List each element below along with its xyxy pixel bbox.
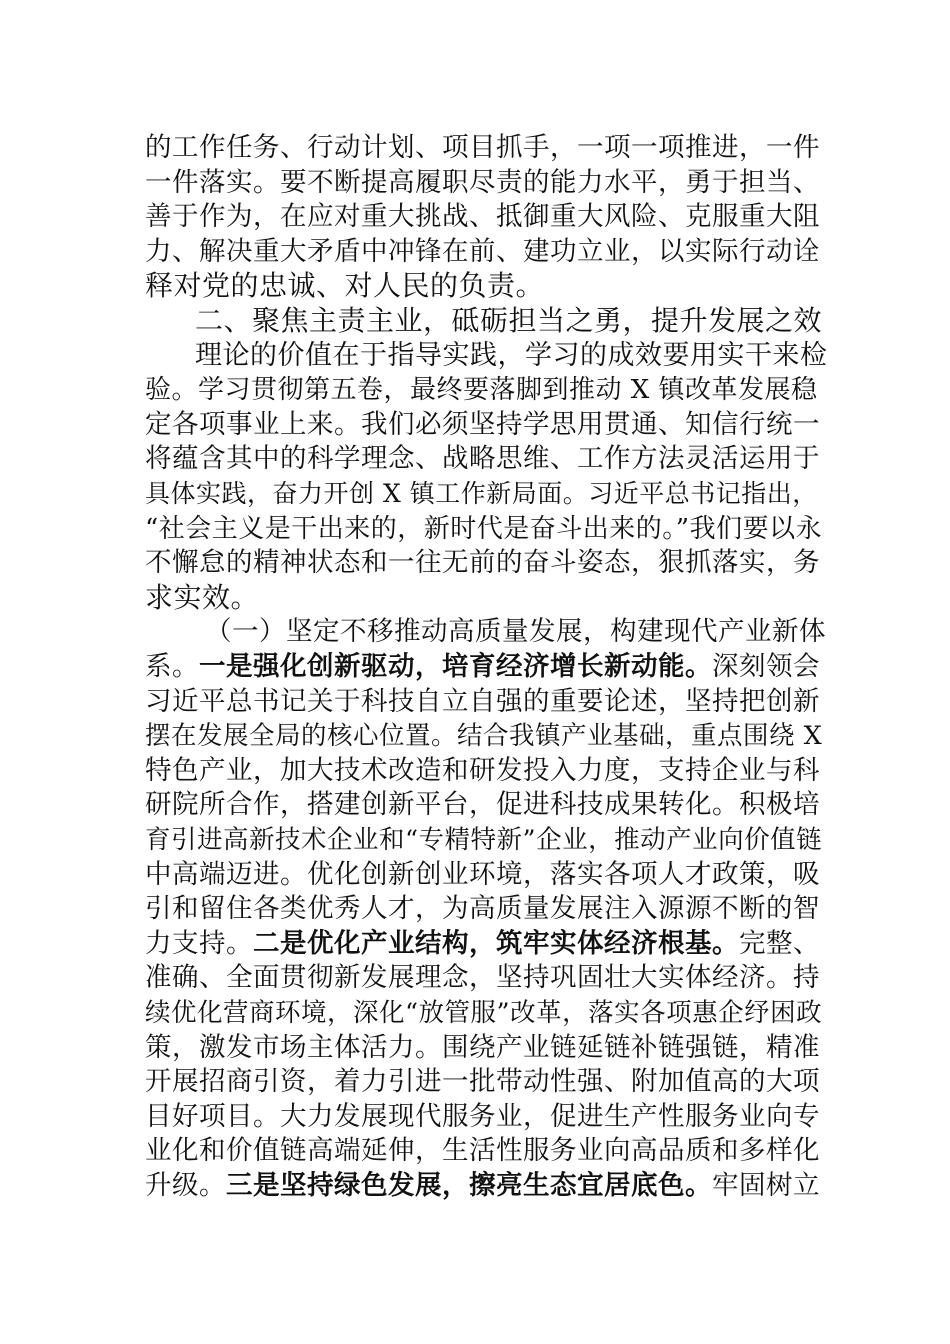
text-segment: 善于作为，在应对重大挑战、抵御重大风险、克服重大阻 xyxy=(145,201,820,233)
text-segment: 业化和价值链高端延伸，生活性服务业向高品质和多样化 xyxy=(145,1135,820,1167)
text-segment: 准确、全面贯彻新发展理念，坚持巩固壮大实体经济。持 xyxy=(145,962,820,994)
text-line xyxy=(145,581,259,615)
text-segment: 育引进高新技术企业和“专精特新”企业，推动产业向价值链 xyxy=(145,825,823,855)
text-line xyxy=(195,304,822,338)
text-segment: 续优化营商环境，深化“放管服”改革，落实各项惠企纾困政 xyxy=(145,998,823,1028)
text-segment: 习近平总书记关于科技自立自强的重要论述，坚持把创新 xyxy=(145,685,820,717)
text-line xyxy=(145,823,822,857)
text-segment: 系。 xyxy=(145,651,199,682)
text-segment: 完整、 xyxy=(739,927,820,959)
text-line xyxy=(145,650,820,684)
text-line xyxy=(145,512,822,546)
text-segment: 二、聚焦主责主业，砥砺担当之勇，提升发展之效 xyxy=(195,304,823,337)
text-segment: 的工作任务、行动计划、项目抓手，一项一项推进，一件 xyxy=(145,132,820,163)
text-segment: 一件落实。要不断提高履职尽责的能力水平，勇于担当、 xyxy=(145,166,820,198)
text-line xyxy=(145,269,544,303)
text-line xyxy=(145,892,820,926)
text-segment: “社会主义是干出来的，新时代是奋斗出来的。”我们要以永 xyxy=(145,513,823,544)
text-segment: 升级。 xyxy=(145,1170,226,1201)
text-line xyxy=(145,858,820,892)
text-segment: 不懈怠的精神状态和一往无前的奋斗姿态，狠抓落实，务 xyxy=(145,547,820,579)
text-segment: 具体实践，奋力开创 X 镇工作新局面。习近平总书记指出， xyxy=(145,479,818,508)
text-segment: 将蕴含其中的科学理念、战略思维、工作方法灵活运用于 xyxy=(145,443,820,475)
text-segment: 释对党的忠诚、对人民的负责。 xyxy=(145,269,545,303)
text-segment: 深刻领会 xyxy=(712,651,820,682)
text-segment: 特色产业，加大技术改造和研发投入力度，支持企业与科 xyxy=(145,754,820,786)
text-segment: 策，激发市场主体活力。围绕产业链延链补链强链，精准 xyxy=(145,1031,820,1063)
text-line xyxy=(145,996,822,1030)
text-segment: 开展招商引资，着力引进一批带动性强、附加值高的大项 xyxy=(145,1066,820,1098)
text-line xyxy=(145,1134,820,1168)
text-segment: （一）坚定不移推动高质量发展，构建现代产业新体 xyxy=(205,616,826,648)
bold-phrase: 一是强化创新驱动，培育经济增长新动能。 xyxy=(199,651,712,682)
text-segment: 牢固树立 xyxy=(712,1170,820,1201)
text-line xyxy=(145,373,818,407)
text-segment: 引和留住各类优秀人才，为高质量发展注入源源不断的智 xyxy=(145,893,820,925)
text-line xyxy=(145,754,820,788)
text-segment: 验。学习贯彻第五卷，最终要落脚到推动 X 镇改革发展稳 xyxy=(145,375,818,406)
text-segment: 研院所合作，搭建创新平台，促进科技成果转化。积极培 xyxy=(145,789,820,821)
text-segment: 力、解决重大矛盾中冲锋在前、建功立业，以实际行动诠 xyxy=(145,235,820,267)
text-segment: 求实效。 xyxy=(145,580,260,614)
text-line xyxy=(145,1169,820,1203)
text-line xyxy=(145,927,820,961)
text-line xyxy=(145,131,820,165)
text-segment: 力支持。 xyxy=(145,927,253,959)
text-line xyxy=(145,477,818,511)
text-segment: 目好项目。大力发展现代服务业，促进生产性服务业向专 xyxy=(145,1100,820,1132)
text-segment: 定各项事业上来。我们必须坚持学思用贯通、知信行统一 xyxy=(145,408,820,440)
text-line xyxy=(145,442,820,476)
text-segment: 中高端迈进。优化创新创业环境，落实各项人才政策，吸 xyxy=(145,858,820,890)
text-line xyxy=(145,961,820,995)
text-line xyxy=(195,339,828,373)
text-line xyxy=(145,200,820,234)
bold-phrase: 三是坚持绿色发展，擦亮生态宜居底色。 xyxy=(226,1170,712,1201)
text-line xyxy=(145,166,820,200)
text-line xyxy=(145,235,820,269)
text-segment: 理论的价值在于指导实践，学习的成效要用实干来检 xyxy=(195,339,828,371)
text-segment: 摆在发展全局的核心位置。结合我镇产业基础，重点围绕 X xyxy=(145,721,823,752)
text-line xyxy=(145,719,822,753)
text-line xyxy=(145,1031,820,1065)
text-line xyxy=(145,685,820,719)
text-line xyxy=(145,1100,820,1134)
text-line xyxy=(145,546,820,580)
text-line xyxy=(145,1065,820,1099)
bold-phrase: 二是优化产业结构，筑牢实体经济根基。 xyxy=(253,927,739,959)
text-line xyxy=(145,788,820,822)
text-line xyxy=(145,408,820,442)
text-line xyxy=(205,615,826,649)
